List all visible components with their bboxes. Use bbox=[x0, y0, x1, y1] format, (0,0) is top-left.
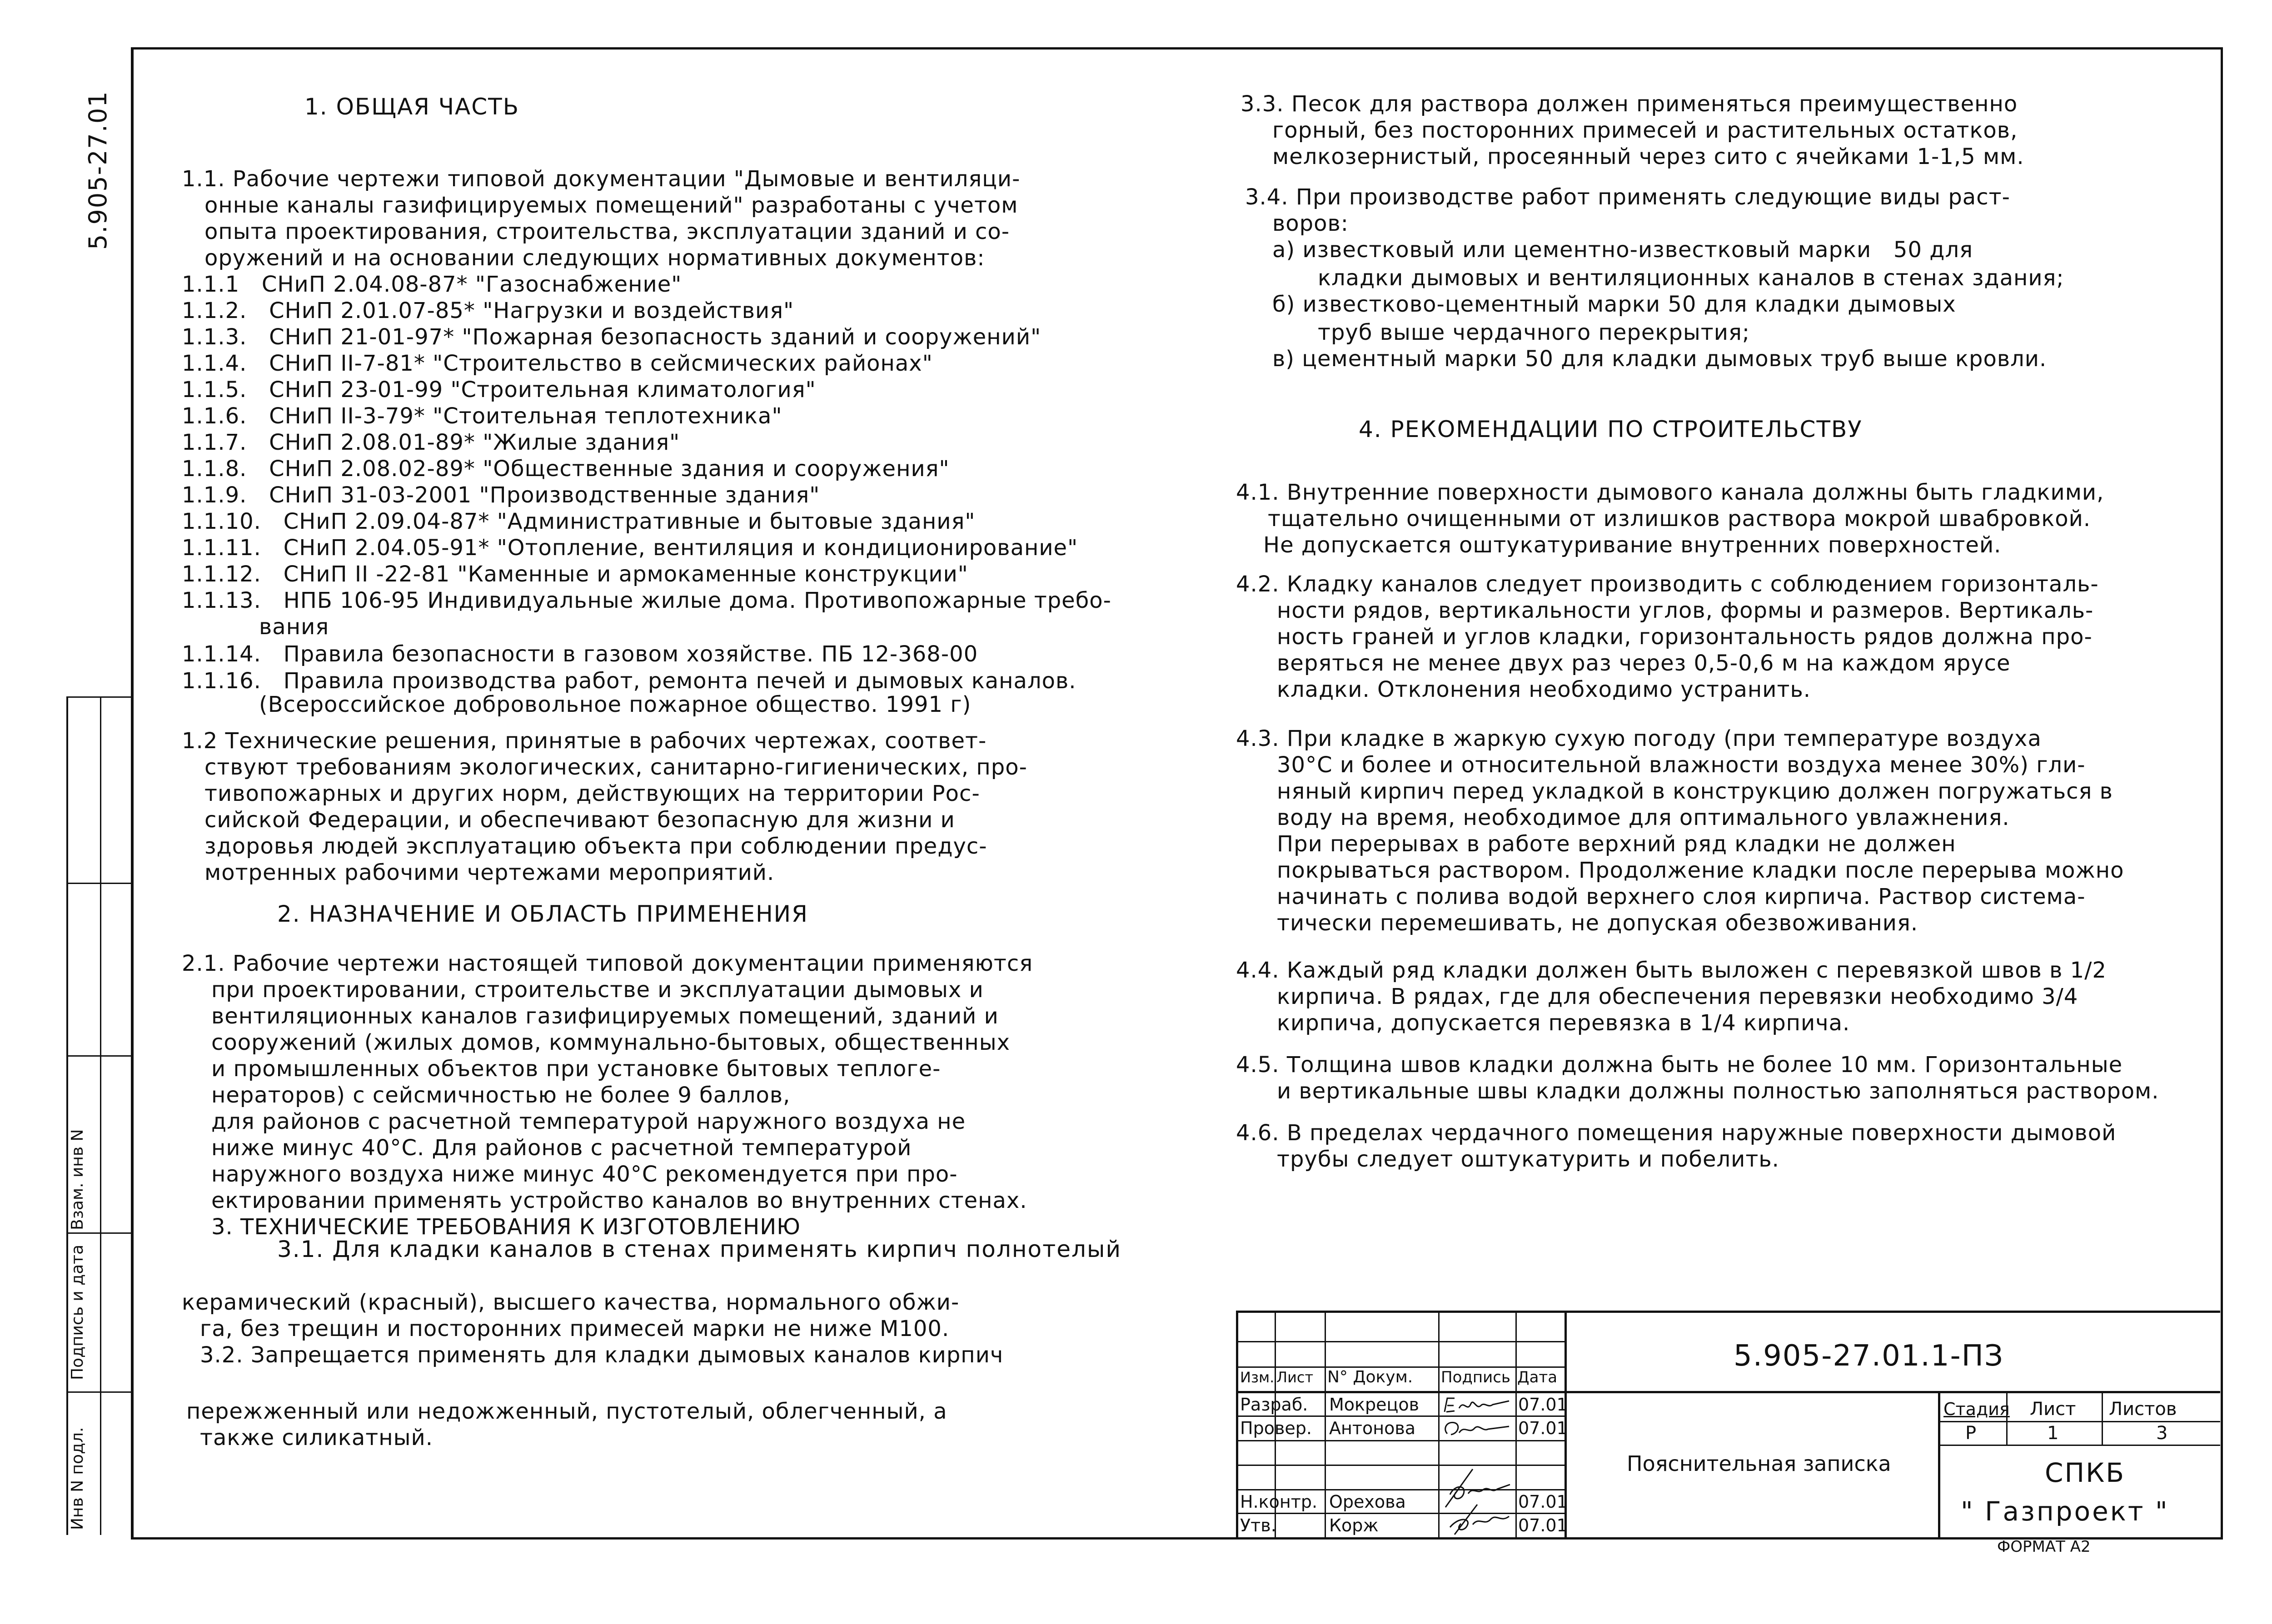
text-line: оружений и на основании следующих нормативных документов: bbox=[204, 245, 985, 271]
text-line: сооружений (жилых домов, коммунально-бытовых, общественных bbox=[211, 1030, 1011, 1055]
text-line: кладки дымовых и вентиляционных каналов в стенах здания; bbox=[1318, 265, 2064, 291]
text-line: кирпича, допускается перевязка в 1/4 кирпича. bbox=[1277, 1010, 1850, 1036]
text-line: ности рядов, вертикальности углов, формы и размеров. Вертикаль- bbox=[1277, 598, 2094, 623]
text-line: сийской Федерации, и обеспечивают безопасную для жизни и bbox=[204, 807, 955, 833]
role-cell: Н.контр. bbox=[1240, 1492, 1318, 1512]
text-line: б) известково-цементный марки 50 для кладки дымовых bbox=[1272, 292, 1956, 317]
date-cell: 07.01 bbox=[1518, 1395, 1568, 1415]
section-4-heading: 4. РЕКОМЕНДАЦИИ ПО СТРОИТЕЛЬСТВУ bbox=[1359, 416, 1863, 442]
text-line: 30°С и более и относительной влажности воздуха менее 30%) гли- bbox=[1277, 752, 2086, 778]
text-line: воду на время, необходимое для оптимального увлажнения. bbox=[1277, 805, 2010, 830]
text-line: онные каналы газифицируемых помещений" разработаны с учетом bbox=[204, 193, 1018, 218]
text-line: 3.2. Запрещается применять для кладки дымовых каналов кирпич bbox=[200, 1342, 1004, 1368]
text-line: 1.1.3. СНиП 21-01-97* "Пожарная безопасность зданий и сооружений" bbox=[182, 324, 1041, 350]
sheets-value: 3 bbox=[2156, 1423, 2168, 1444]
text-line: и промышленных объектов при установке бытовых теплоге- bbox=[211, 1056, 941, 1082]
text-line: при проектировании, строительстве и эксплуатации дымовых и bbox=[211, 977, 984, 1003]
name-cell: Антонова bbox=[1329, 1418, 1415, 1438]
text-line: труб выше чердачного перекрытия; bbox=[1318, 320, 1750, 345]
header-list: Лист bbox=[1276, 1369, 1314, 1386]
text-line: 4.3. При кладке в жаркую сухую погоду (при температуре воздуха bbox=[1236, 726, 2042, 751]
text-line: тщательно очищенными от излишков раствора мокрой швабровкой. bbox=[1268, 506, 2091, 531]
org-line-2: " Газпроект " bbox=[1961, 1496, 2169, 1527]
text-line: ность граней и углов кладки, горизонтальность рядов должна про- bbox=[1277, 624, 2093, 650]
role-cell: Разраб. bbox=[1240, 1395, 1308, 1415]
stage-label: Стадия bbox=[1943, 1399, 2010, 1419]
text-line: опыта проектирования, строительства, эксплуатации зданий и со- bbox=[204, 219, 1010, 244]
text-line: 1.1.10. СНиП 2.09.04-87* "Административные и бытовые здания" bbox=[182, 509, 976, 534]
text-line: 4.6. В пределах чердачного помещения наружные поверхности дымовой bbox=[1236, 1120, 2117, 1146]
format-label: ФОРМАТ А2 bbox=[1997, 1538, 2091, 1556]
date-cell: 07.01 bbox=[1518, 1515, 1568, 1535]
text-line: также силикатный. bbox=[200, 1425, 433, 1450]
date-cell: 07.01 bbox=[1518, 1418, 1568, 1438]
text-line: наружного воздуха ниже минус 40°С рекомендуется при про- bbox=[211, 1162, 958, 1187]
text-line: Не допускается оштукатуривание внутренних поверхностей. bbox=[1263, 532, 2002, 558]
text-line: 1.1.13. НПБ 106-95 Индивидуальные жилые дома. Противопожарные требо- bbox=[182, 588, 1111, 613]
role-cell: Утв. bbox=[1240, 1515, 1276, 1535]
org-line-1: СПКБ bbox=[2045, 1457, 2126, 1488]
name-cell: Корж bbox=[1329, 1515, 1379, 1535]
text-line: няный кирпич перед укладкой в конструкцию должен погружаться в bbox=[1277, 779, 2113, 804]
text-line: 3.3. Песок для раствора должен применяться преимущественно bbox=[1241, 91, 2018, 117]
side-stamp bbox=[66, 696, 133, 1535]
header-signature: Подпись bbox=[1441, 1368, 1510, 1386]
sheets-label: Листов bbox=[2109, 1399, 2177, 1420]
text-line: в) цементный марки 50 для кладки дымовых труб выше кровли. bbox=[1272, 346, 2047, 372]
text-line: вентиляционных каналов газифицируемых помещений, зданий и bbox=[211, 1003, 999, 1029]
text-line: тически перемешивать, не допуская обезвоживания. bbox=[1277, 910, 1918, 936]
header-izm: Изм. bbox=[1240, 1369, 1275, 1386]
doc-code: 5.905-27.01.1-ПЗ bbox=[1734, 1339, 2004, 1373]
text-line: воров: bbox=[1272, 211, 1349, 236]
name-cell: Мокрецов bbox=[1329, 1395, 1419, 1415]
text-line: вания bbox=[259, 614, 329, 640]
text-line: 1.1.16. Правила производства работ, ремонта печей и дымовых каналов. bbox=[182, 668, 1076, 694]
text-line: мотренных рабочими чертежами мероприятий. bbox=[204, 860, 775, 885]
stage-value: Р bbox=[1965, 1423, 1977, 1444]
text-line: 4.5. Толщина швов кладки должна быть не более 10 мм. Горизонтальные bbox=[1236, 1052, 2123, 1078]
text-line: здоровья людей эксплуатацию объекта при соблюдении предус- bbox=[204, 834, 987, 859]
text-line: 4.2. Кладку каналов следует производить с соблюдением горизонталь- bbox=[1236, 571, 2099, 597]
signature-2 bbox=[1441, 1418, 1514, 1439]
side-code: 5.905-27.01 bbox=[84, 90, 112, 250]
text-line: При перерывах в работе верхний ряд кладки не должен bbox=[1277, 831, 1956, 857]
section-1-heading: 1. ОБЩАЯ ЧАСТЬ bbox=[304, 94, 520, 120]
text-line: 1.1.12. СНиП II -22-81 "Каменные и армокаменные конструкции" bbox=[182, 561, 968, 587]
text-line: а) известковый или цементно-известковый марки 50 для bbox=[1272, 237, 1973, 263]
text-line: 1.1.7. СНиП 2.08.01-89* "Жилые здания" bbox=[182, 430, 680, 455]
text-line: покрываться раствором. Продолжение кладки после перерыва можно bbox=[1277, 858, 2124, 883]
text-line: ствуют требованиям экологических, санитарно-гигиенических, про- bbox=[204, 755, 1027, 780]
text-line: кирпича. В рядах, где для обеспечения перевязки необходимо 3/4 bbox=[1277, 984, 2078, 1009]
header-date: Дата bbox=[1517, 1368, 1558, 1386]
doc-title: Пояснительная записка bbox=[1627, 1451, 1891, 1476]
text-line: 1.1.1 СНиП 2.04.08-87* "Газоснабжение" bbox=[182, 272, 682, 297]
text-line: тивопожарных и других норм, действующих на территории Рос- bbox=[204, 781, 980, 806]
text-line: керамический (красный), высшего качества, нормального обжи- bbox=[182, 1290, 960, 1315]
text-line: нераторов) с сейсмичностью не более 9 баллов, bbox=[211, 1083, 791, 1108]
section-3-heading: 3.1. Для кладки каналов в стенах применять кирпич полнотелый bbox=[277, 1236, 1121, 1262]
text-line: 1.1.11. СНиП 2.04.05-91* "Отопление, вентиляция и кондиционирование" bbox=[182, 535, 1078, 561]
signature-1 bbox=[1441, 1395, 1514, 1415]
text-line: мелкозернистый, просеянный через сито с ячейками 1-1,5 мм. bbox=[1272, 144, 2024, 169]
text-line: 1.1.4. СНиП II-7-81* "Строительство в сейсмических районах" bbox=[182, 351, 933, 376]
text-line: 4.1. Внутренние поверхности дымового канала должны быть гладкими, bbox=[1236, 480, 2104, 505]
title-block bbox=[1236, 1311, 2220, 1537]
role-cell: Провер. bbox=[1240, 1418, 1312, 1438]
text-line: 1.1.5. СНиП 23-01-99 "Строительная климатология" bbox=[182, 377, 816, 402]
text-line: 1.1.9. СНиП 31-03-2001 "Производственные здания" bbox=[182, 482, 820, 508]
text-line: и вертикальные швы кладки должны полностью заполняться раствором. bbox=[1277, 1078, 2159, 1104]
text-line: 1.1. Рабочие чертежи типовой документации "Дымовые и вентиляци- bbox=[182, 166, 1021, 192]
text-line: веряться не менее двух раз через 0,5-0,6 м на каждом ярусе bbox=[1277, 651, 2011, 676]
text-line: трубы следует оштукатурить и побелить. bbox=[1277, 1147, 1779, 1172]
text-line: га, без трещин и посторонних примесей марки не ниже М100. bbox=[200, 1316, 950, 1341]
text-line: 1.2 Технические решения, принятые в рабочих чертежах, соответ- bbox=[182, 728, 987, 754]
stamp-vzam-inv: Взам. инв N bbox=[68, 1129, 87, 1230]
text-line: 4.4. Каждый ряд кладки должен быть выложен с перевязкой швов в 1/2 bbox=[1236, 958, 2107, 983]
text-line: ектировании применять устройство каналов во внутренних стенах. bbox=[211, 1188, 1027, 1213]
text-line: 2.1. Рабочие чертежи настоящей типовой документации применяются bbox=[182, 951, 1033, 976]
stamp-signature-date: Подпись и дата bbox=[68, 1244, 87, 1380]
text-line: 1.1.14. Правила безопасности в газовом хозяйстве. ПБ 12-368-00 bbox=[182, 641, 978, 667]
text-line: пережженный или недожженный, пустотелый, облегченный, а bbox=[186, 1399, 947, 1424]
stamp-inv-orig: Инв N подл. bbox=[68, 1427, 87, 1530]
sheet-value: 1 bbox=[2047, 1423, 2059, 1444]
name-cell: Орехова bbox=[1329, 1492, 1406, 1512]
section-2-heading: 2. НАЗНАЧЕНИЕ И ОБЛАСТЬ ПРИМЕНЕНИЯ bbox=[277, 901, 808, 927]
text-line: ниже минус 40°С. Для районов с расчетной температурой bbox=[211, 1135, 912, 1161]
text-line: 1.1.2. СНиП 2.01.07-85* "Нагрузки и воздействия" bbox=[182, 298, 794, 323]
text-line: начинать с полива водой верхнего слоя кирпича. Раствор система- bbox=[1277, 884, 2086, 909]
text-line: 3.4. При производстве работ применять следующие виды раст- bbox=[1245, 184, 2010, 210]
signature-4 bbox=[1441, 1491, 1514, 1536]
text-line: 1.1.6. СНиП II-3-79* "Стоительная теплотехника" bbox=[182, 403, 782, 429]
text-line: 3. ТЕХНИЧЕСКИЕ ТРЕБОВАНИЯ К ИЗГОТОВЛЕНИЮ bbox=[211, 1214, 801, 1240]
text-line: горный, без посторонних примесей и растительных остатков, bbox=[1272, 118, 2018, 143]
text-line: (Всероссийское добровольное пожарное общество. 1991 г) bbox=[259, 692, 972, 717]
date-cell: 07.01 bbox=[1518, 1492, 1568, 1512]
text-line: для районов с расчетной температурой наружного воздуха не bbox=[211, 1109, 966, 1134]
text-line: 1.1.8. СНиП 2.08.02-89* "Общественные здания и сооружения" bbox=[182, 456, 950, 482]
header-doc-num: N° Докум. bbox=[1327, 1368, 1413, 1386]
text-line: кладки. Отклонения необходимо устранить. bbox=[1277, 677, 1811, 702]
sheet-label: Лист bbox=[2030, 1399, 2076, 1420]
